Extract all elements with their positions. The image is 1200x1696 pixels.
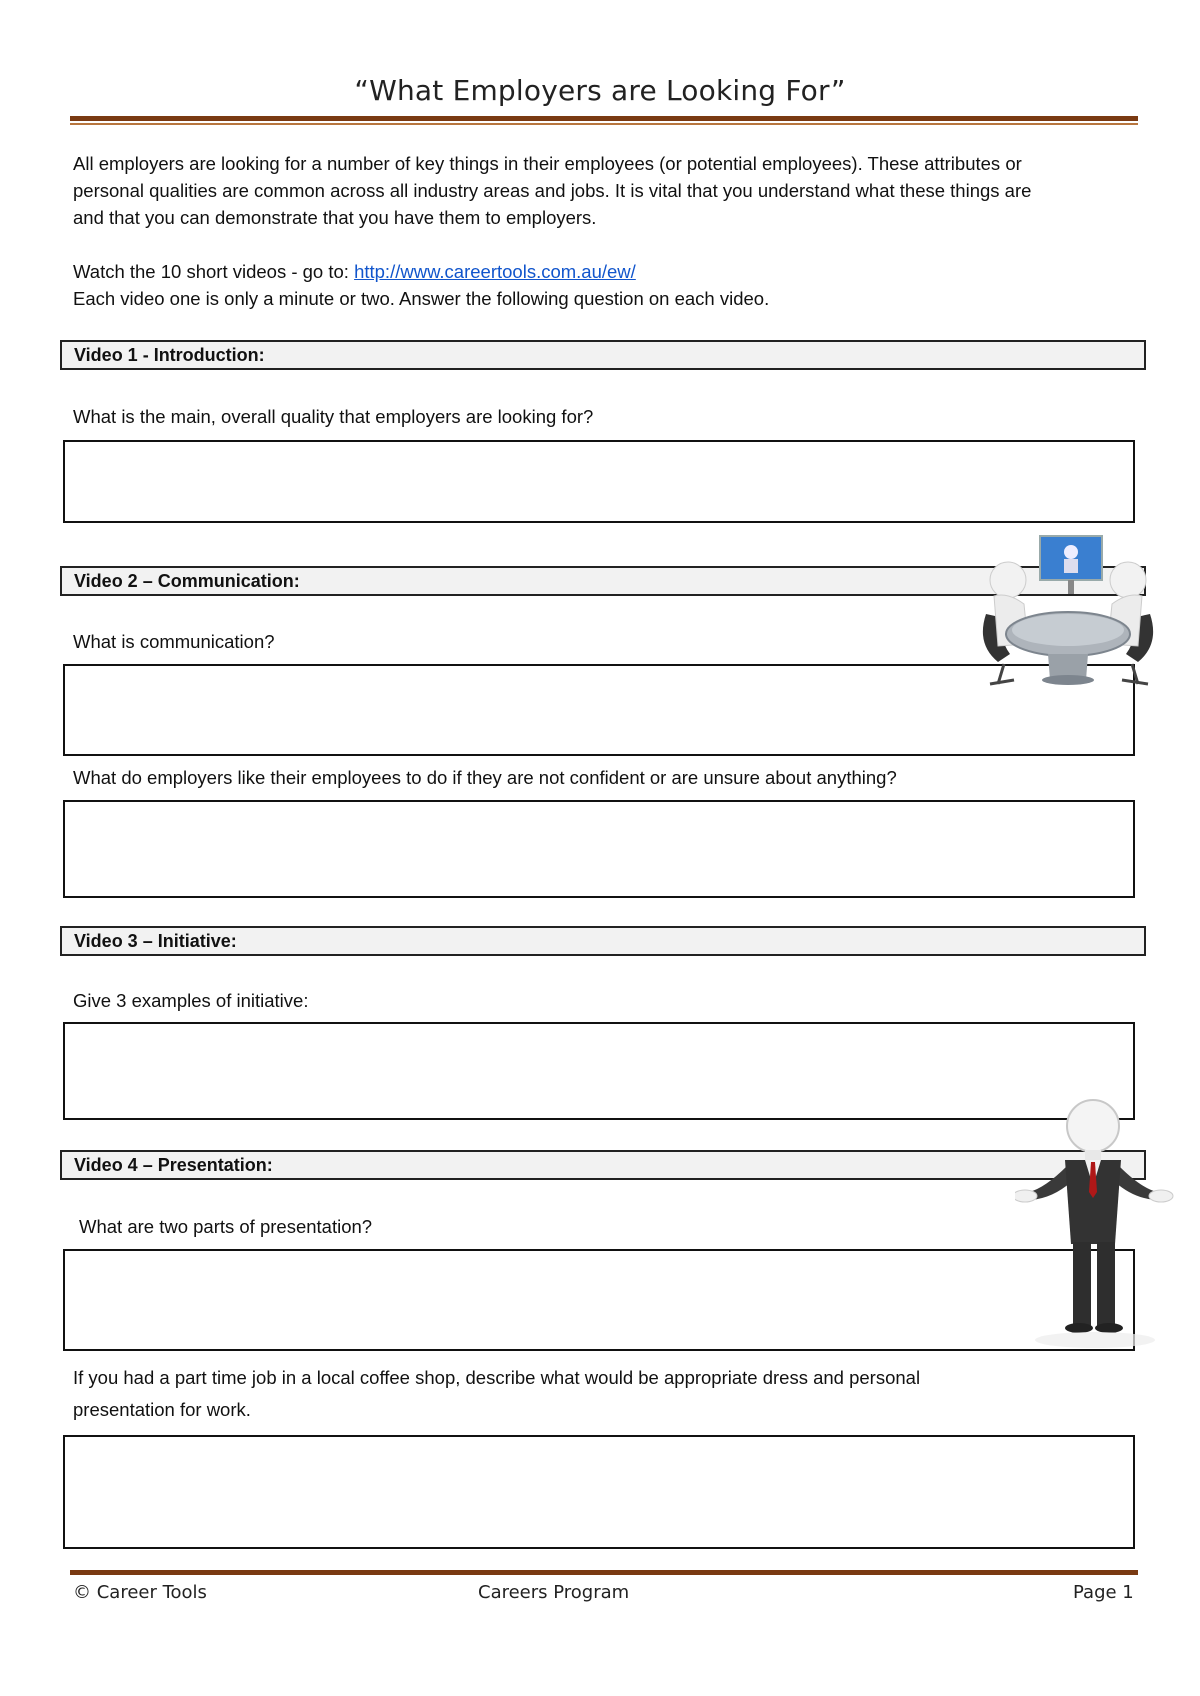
section-video-2-heading: Video 2 – Communication:	[60, 566, 1146, 596]
footer-page-number: Page 1	[1073, 1582, 1134, 1603]
question-presentation-parts: What are two parts of presentation?	[79, 1216, 373, 1237]
meeting-table-illustration	[968, 534, 1168, 694]
question-what-is-communication: What is communication?	[73, 631, 275, 652]
footer-program: Careers Program	[478, 1582, 630, 1603]
intro-line-3: and that you can demonstrate that you have them to employers.	[73, 207, 597, 228]
answer-box-coffee-shop[interactable]	[63, 1435, 1135, 1549]
answer-box-main-quality[interactable]	[63, 440, 1135, 523]
answer-box-not-confident[interactable]	[63, 800, 1135, 898]
question-coffee-shop-line-2: presentation for work.	[73, 1399, 251, 1420]
question-not-confident: What do employers like their employees to do if they are not confident or are unsure about anything?	[73, 767, 897, 788]
videos-link[interactable]: http://www.careertools.com.au/ew/	[354, 261, 636, 282]
watch-instructions	[73, 258, 1143, 312]
question-coffee-shop-line-1: If you had a part time job in a local coffee shop, describe what would be appropriate dress and personal	[73, 1367, 921, 1388]
intro-paragraph	[73, 150, 1143, 231]
presenter-figure-illustration	[1015, 1096, 1185, 1356]
section-video-3-heading: Video 3 – Initiative:	[60, 926, 1146, 956]
answer-box-presentation-parts[interactable]	[63, 1249, 1135, 1351]
header-rule	[70, 116, 1138, 121]
section-video-4-heading: Video 4 – Presentation:	[60, 1150, 1146, 1180]
intro-line-2: personal qualities are common across all industry areas and jobs. It is vital that you understand what these things are	[73, 180, 1032, 201]
header-rule-thin	[70, 123, 1138, 125]
answer-box-initiative[interactable]	[63, 1022, 1135, 1120]
footer-rule	[70, 1570, 1138, 1575]
question-main-quality: What is the main, overall quality that employers are looking for?	[73, 406, 594, 427]
footer-copyright: © Career Tools	[73, 1582, 207, 1603]
presenter-head-icon	[1067, 1100, 1119, 1152]
page-title: “What Employers are Looking For”	[354, 74, 846, 107]
watch-prefix: Watch the 10 short videos - go to:	[73, 261, 355, 282]
each-video-note: Each video one is only a minute or two. Answer the following question on each video.	[73, 288, 770, 309]
question-initiative-examples: Give 3 examples of initiative:	[73, 990, 309, 1011]
intro-line-1: All employers are looking for a number of key things in their employees (or potential employees). These attributes or	[73, 153, 1022, 174]
section-video-1-heading: Video 1 - Introduction:	[60, 340, 1146, 370]
